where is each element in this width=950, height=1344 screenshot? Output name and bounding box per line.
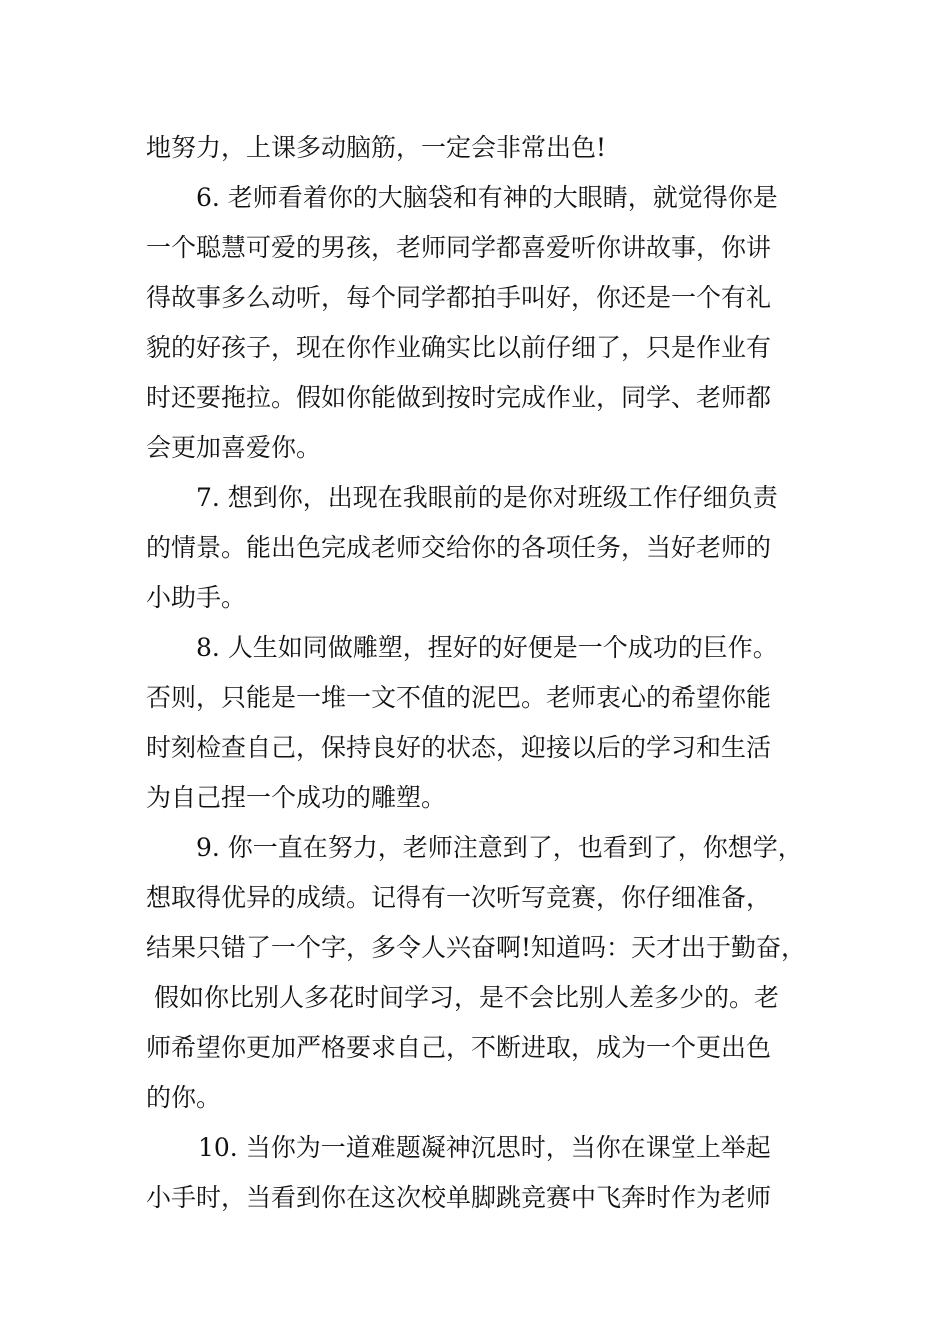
paragraph-line: 的情景。能出色完成老师交给你的各项任务，当好老师的 [146, 533, 772, 562]
paragraph-line: 时刻检查自己，保持良好的状态，迎接以后的学习和生活 [146, 733, 772, 762]
paragraph-line: 会更加喜爱你。 [146, 433, 322, 462]
paragraph-line: 的你。 [146, 1083, 222, 1112]
paragraph-line: 地努力，上课多动脑筋，一定会非常出色! [146, 133, 607, 162]
paragraph-line: 时还要拖拉。假如你能做到按时完成作业，同学、老师都 [146, 383, 772, 412]
paragraph-line: 一个聪慧可爱的男孩，老师同学都喜爱听你讲故事，你讲 [146, 233, 772, 262]
paragraph-10-first-line: 10. 当你为一道难题凝神沉思时，当你在课堂上举起 [198, 1133, 771, 1162]
paragraph-line: 结果只错了一个字，多令人兴奋啊!知道吗：天才出于勤奋， [146, 933, 807, 962]
paragraph-line: 貌的好孩子，现在你作业确实比以前仔细了，只是作业有 [146, 333, 772, 362]
paragraph-line: 小手时，当看到你在这次校单脚跳竞赛中飞奔时作为老师 [146, 1183, 772, 1212]
paragraph-7-first-line: 7. 想到你，出现在我眼前的是你对班级工作仔细负责 [196, 483, 778, 512]
paragraph-line: 师希望你更加严格要求自己，不断进取，成为一个更出色 [146, 1033, 772, 1062]
paragraph-line: 假如你比别人多花时间学习，是不会比别人差多少的。老 [146, 983, 779, 1012]
paragraph-line: 否则，只能是一堆一文不值的泥巴。老师衷心的希望你能 [146, 683, 772, 712]
paragraph-9-first-line: 9. 你一直在努力，老师注意到了，也看到了，你想学， [196, 833, 803, 862]
paragraph-line: 为自己捏一个成功的雕塑。 [146, 783, 447, 812]
paragraph-8-first-line: 8. 人生如同做雕塑，捏好的好便是一个成功的巨作。 [196, 633, 778, 662]
paragraph-line: 小助手。 [146, 583, 247, 612]
paragraph-line: 得故事多么动听，每个同学都拍手叫好，你还是一个有礼 [146, 283, 772, 312]
paragraph-line: 想取得优异的成绩。记得有一次听写竞赛，你仔细准备， [146, 883, 772, 912]
paragraph-6-first-line: 6. 老师看着你的大脑袋和有神的大眼睛，就觉得你是 [196, 183, 778, 212]
